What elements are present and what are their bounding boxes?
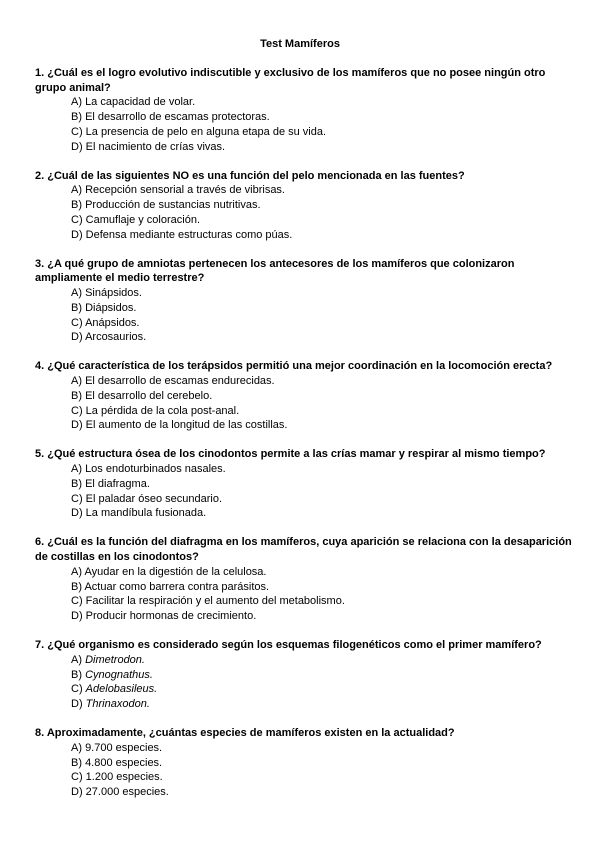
question-number: 5. bbox=[35, 448, 45, 461]
answer-option bbox=[35, 741, 575, 756]
question-text bbox=[35, 535, 575, 564]
option-letter: D) bbox=[71, 610, 83, 622]
option-letter: A) bbox=[71, 375, 82, 388]
question-text bbox=[35, 638, 575, 653]
answer-option bbox=[35, 286, 575, 301]
question-6 bbox=[35, 535, 575, 623]
question-prompt: ¿A qué grupo de amniotas pertenecen los antecesores de los mamíferos que colonizaron ampliamente el medio terrestre? bbox=[35, 257, 515, 285]
answer-options bbox=[35, 286, 575, 345]
answer-option bbox=[35, 785, 575, 800]
option-letter: C) bbox=[71, 213, 83, 226]
answer-options bbox=[35, 462, 575, 521]
answer-options bbox=[35, 565, 575, 624]
option-text: El diafragma. bbox=[85, 477, 150, 490]
question-prompt: ¿Qué organismo es considerado según los esquemas filogenéticos como el primer mamífero? bbox=[47, 639, 542, 652]
answer-options bbox=[35, 741, 575, 800]
option-text: Cynognathus. bbox=[85, 668, 153, 681]
question-5 bbox=[35, 447, 575, 521]
option-letter: C) bbox=[71, 595, 83, 608]
answer-option bbox=[35, 110, 575, 125]
answer-option bbox=[35, 198, 575, 213]
option-letter: C) bbox=[71, 683, 83, 696]
option-text: 4.800 especies. bbox=[85, 756, 163, 769]
option-letter: C) bbox=[71, 771, 83, 784]
option-text: Los endoturbinados nasales. bbox=[85, 463, 226, 476]
option-text: La capacidad de volar. bbox=[85, 96, 196, 109]
question-prompt: Aproximadamente, ¿cuántas especies de mamíferos existen en la actualidad? bbox=[46, 727, 455, 740]
question-number: 1. bbox=[35, 67, 45, 79]
option-text: La mandíbula fusionada. bbox=[85, 507, 207, 520]
question-2 bbox=[35, 169, 575, 243]
option-text: Defensa mediante estructuras como púas. bbox=[85, 228, 293, 241]
option-text: 9.700 especies. bbox=[85, 741, 163, 754]
option-letter: B) bbox=[71, 111, 82, 124]
option-letter: C) bbox=[71, 492, 83, 505]
question-1 bbox=[35, 66, 575, 154]
option-text: El desarrollo de escamas protectoras. bbox=[85, 111, 270, 124]
answer-option bbox=[35, 228, 575, 243]
option-letter: C) bbox=[71, 404, 83, 417]
answer-option bbox=[35, 756, 575, 771]
question-text bbox=[35, 66, 575, 95]
option-letter: A) bbox=[71, 463, 82, 476]
option-letter: B) bbox=[71, 199, 82, 212]
option-text: Recepción sensorial a través de vibrisas. bbox=[85, 184, 285, 197]
question-text bbox=[35, 447, 575, 462]
option-text: El desarrollo de escamas endurecidas. bbox=[85, 375, 275, 388]
option-letter: D) bbox=[71, 419, 83, 432]
answer-options bbox=[35, 95, 575, 154]
option-letter: B) bbox=[71, 668, 82, 681]
option-text: Arcosaurios. bbox=[85, 331, 147, 344]
question-number: 2. bbox=[35, 169, 45, 182]
question-3 bbox=[35, 257, 575, 345]
answer-option bbox=[35, 213, 575, 228]
option-text: Producción de sustancias nutritivas. bbox=[85, 199, 261, 212]
option-letter: D) bbox=[71, 331, 83, 344]
option-text: 27.000 especies. bbox=[85, 786, 169, 799]
answer-option bbox=[35, 594, 575, 609]
option-text: La pérdida de la cola post-anal. bbox=[85, 404, 240, 417]
answer-option bbox=[35, 404, 575, 419]
answer-option bbox=[35, 301, 575, 316]
question-list bbox=[35, 66, 575, 814]
option-letter: A) bbox=[71, 184, 82, 197]
answer-option bbox=[35, 462, 575, 477]
option-letter: B) bbox=[71, 301, 82, 314]
question-text bbox=[35, 257, 575, 286]
option-text: Facilitar la respiración y el aumento del metabolismo. bbox=[85, 595, 345, 608]
option-text: 1.200 especies. bbox=[85, 771, 163, 784]
question-7 bbox=[35, 638, 575, 712]
answer-option bbox=[35, 418, 575, 433]
question-prompt: ¿Cuál es el logro evolutivo indiscutible y exclusivo de los mamíferos que no posee ningún otro grupo animal? bbox=[35, 67, 546, 94]
option-letter: C) bbox=[71, 125, 83, 138]
question-number: 8. bbox=[35, 727, 45, 740]
page-title: Test Mamíferos bbox=[260, 38, 340, 50]
option-letter: A) bbox=[71, 287, 82, 300]
option-text: Adelobasileus. bbox=[85, 683, 158, 696]
answer-options bbox=[35, 374, 575, 433]
option-letter: D) bbox=[71, 698, 83, 711]
option-text: La presencia de pelo en alguna etapa de su vida. bbox=[85, 125, 327, 138]
option-letter: A) bbox=[71, 741, 82, 754]
answer-option bbox=[35, 374, 575, 389]
question-prompt: ¿Cuál es la función del diafragma en los mamíferos, cuya aparición se relaciona con la desaparición de costillas en los cinodontos? bbox=[35, 536, 572, 564]
option-letter: B) bbox=[71, 389, 82, 402]
option-text: Anápsidos. bbox=[85, 316, 140, 329]
option-text: El aumento de la longitud de las costillas. bbox=[85, 419, 288, 432]
answer-option bbox=[35, 330, 575, 345]
question-prompt: ¿Qué característica de los terápsidos permitió una mejor coordinación en la locomoción erecta? bbox=[47, 360, 553, 373]
answer-option bbox=[35, 668, 575, 683]
option-letter: A) bbox=[71, 653, 82, 666]
option-text: Sinápsidos. bbox=[85, 287, 142, 300]
answer-option bbox=[35, 506, 575, 521]
option-text: Producir hormonas de crecimiento. bbox=[85, 610, 257, 622]
question-8 bbox=[35, 726, 575, 800]
option-letter: B) bbox=[71, 580, 82, 593]
option-letter: D) bbox=[71, 507, 83, 520]
answer-option bbox=[35, 682, 575, 697]
option-text: El nacimiento de crías vivas. bbox=[85, 140, 226, 153]
answer-option bbox=[35, 492, 575, 507]
answer-option bbox=[35, 770, 575, 785]
answer-option bbox=[35, 477, 575, 492]
question-prompt: ¿Cuál de las siguientes NO es una función del pelo mencionada en las fuentes? bbox=[47, 169, 465, 182]
option-text: Diápsidos. bbox=[85, 301, 137, 314]
option-letter: D) bbox=[71, 228, 83, 241]
question-text bbox=[35, 726, 575, 741]
option-text: Dimetrodon. bbox=[85, 653, 145, 666]
question-text bbox=[35, 359, 575, 374]
question-prompt: ¿Qué estructura ósea de los cinodontos permite a las crías mamar y respirar al mismo tiempo? bbox=[47, 448, 546, 461]
answer-option bbox=[35, 125, 575, 140]
option-letter: D) bbox=[71, 140, 83, 153]
answer-option bbox=[35, 140, 575, 155]
question-number: 6. bbox=[35, 536, 45, 549]
answer-options bbox=[35, 183, 575, 242]
answer-option bbox=[35, 316, 575, 331]
answer-option bbox=[35, 389, 575, 404]
question-number: 7. bbox=[35, 639, 45, 652]
option-letter: C) bbox=[71, 316, 83, 329]
option-letter: B) bbox=[71, 756, 82, 769]
option-text: Ayudar en la digestión de la celulosa. bbox=[84, 565, 267, 578]
answer-option bbox=[35, 95, 575, 110]
option-text: Camuflaje y coloración. bbox=[85, 213, 201, 226]
option-letter: D) bbox=[71, 786, 83, 799]
answer-option bbox=[35, 565, 575, 580]
answer-option bbox=[35, 183, 575, 198]
question-number: 3. bbox=[35, 257, 45, 270]
answer-option bbox=[35, 697, 575, 712]
option-text: El paladar óseo secundario. bbox=[85, 492, 223, 505]
answer-option bbox=[35, 580, 575, 595]
option-text: Actuar como barrera contra parásitos. bbox=[84, 580, 270, 593]
option-text: El desarrollo del cerebelo. bbox=[85, 389, 213, 402]
question-text bbox=[35, 169, 575, 184]
answer-options bbox=[35, 653, 575, 712]
answer-option bbox=[35, 653, 575, 668]
option-text: Thrinaxodon. bbox=[85, 698, 150, 711]
question-4 bbox=[35, 359, 575, 433]
option-letter: B) bbox=[71, 477, 82, 490]
option-letter: A) bbox=[71, 96, 82, 109]
option-letter: A) bbox=[71, 565, 82, 578]
question-number: 4. bbox=[35, 360, 45, 373]
answer-option bbox=[35, 609, 575, 624]
